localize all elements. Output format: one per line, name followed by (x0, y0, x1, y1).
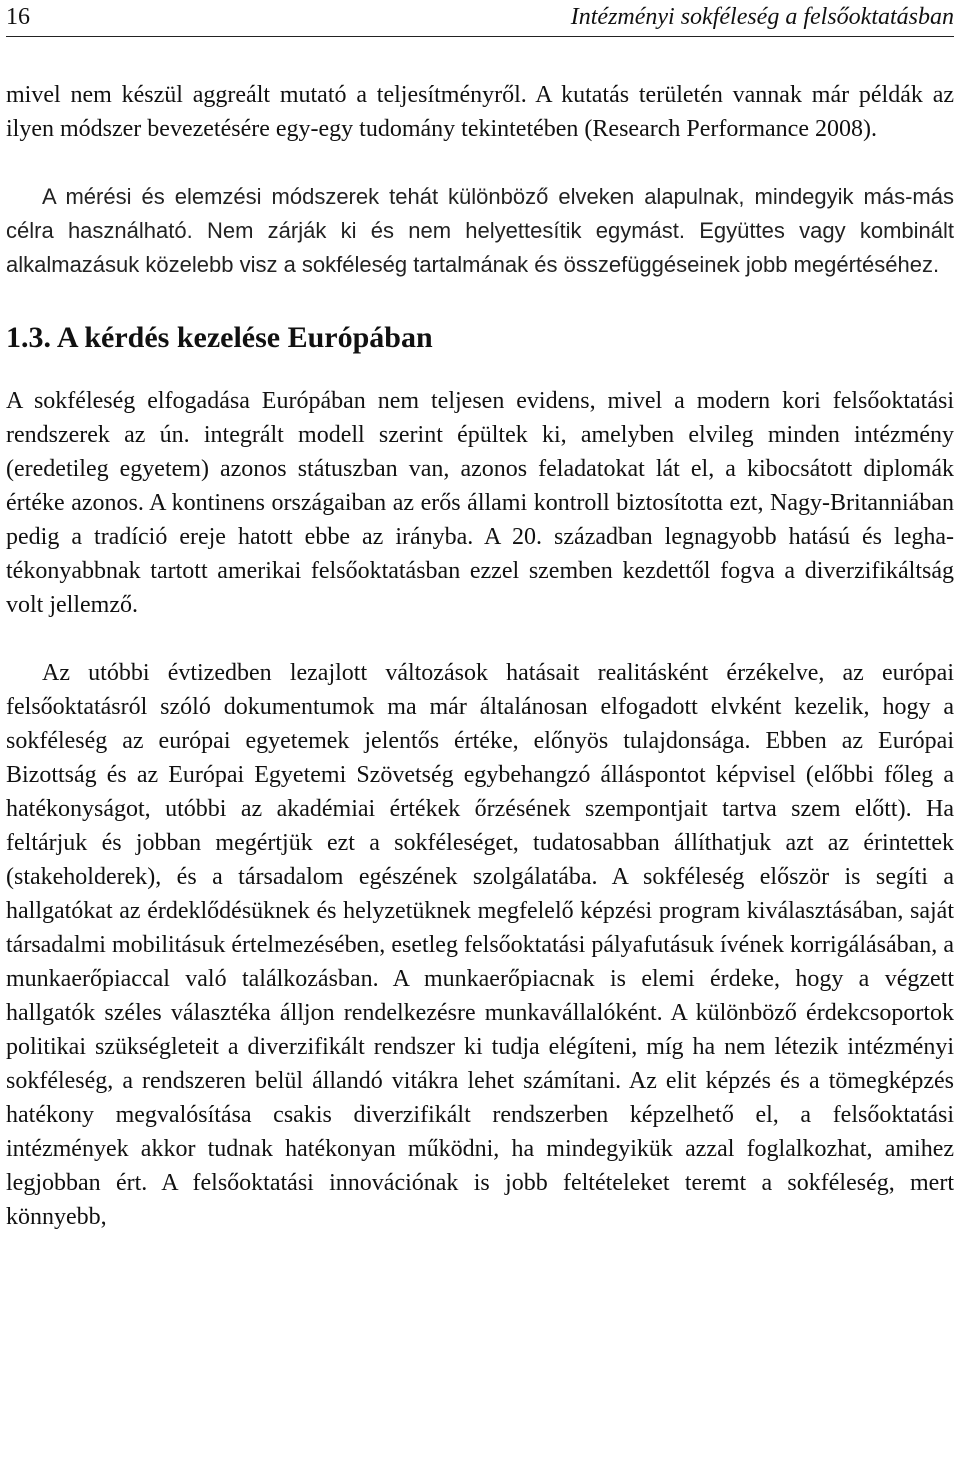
page-number: 16 (6, 4, 30, 30)
section-heading: 1.3. A kérdés kezelése Európában (6, 321, 433, 354)
page-body (6, 78, 954, 1234)
paragraph-3: A sokféleség elfogadása Európában nem teljesen evidens, mivel a modern kori felsőoktatási rendszerek az ún. integrált modell szerint épültek ki, amelyben elvileg minden intézmény (eredetileg egyetem) azonos státuszban van, azonos feladatokat lát el, a kibocsátott diplomák értéke azonos. A kontinens országaiban az erős állami kontroll biztosította ezt, Nagy-Britanniában pedig a tradíció ereje hatott ebbe az irányba. A 20. században legnagyobb hatású és leghatékonyabbnak tartott amerikai felsőoktatásban ezzel szemben kezdettől fogva a diverzifikáltság volt jellemző. (6, 388, 954, 618)
paragraph-1: mivel nem készül aggreált mutató a teljesítményről. A kutatás területén vannak már példák az ilyen módszer bevezetésére egy-egy tudomány tekintetében (Research Performance 2008). (6, 82, 954, 142)
paragraph-2: A mérési és elemzési módszerek tehát különböző elveken alapulnak, mindegyik más-más célra használható. Nem zárják ki és nem helyettesítik egymást. Együttes vagy kombinált alkalmazásuk közelebb visz a sokféleség tartalmának és összefüggéseinek jobb megértéséhez. (6, 184, 954, 277)
paragraph-4: Az utóbbi évtizedben lezajlott változások hatásait realitásként érzékelve, az európai felsőoktatásról szóló dokumentumok ma már általánosan elfogadott elvként kezelik, hogy a sokféleség az európai egyetemek jelentős értéke, előnyös tulajdonsága. Ebben az Európai Bizottság és az Európai Egyetemi Szövetség egybehangzó álláspontot képvisel (előbbi főleg a hatékonyságot, utóbbi az akadémiai értékek őrzésének szempontjait tartva szem előtt). Ha feltárjuk és jobban megértjük ezt a sokféleséget, tudatosabban állíthatjuk azt az érintettek (stakeholderek), és a társadalom egészének szolgálatába. A sokféleség először is segíti a hallgatókat az érdeklődésüknek és helyzetüknek megfelelő képzési program kiválasztásában, saját társadalmi mobilitásuk értelmezésében, esetleg felsőoktatási pályafutásuk ívének korrigálásában, a munkaerőpiaccal való találkozásban. A munkaerőpiacnak is elemi érdeke, hogy a végzett hallgatók széles választéka álljon rendelkezésre munkavállalóként. A különböző érdekcsoportok politikai szükségleteit a diverzifikált rendszer ki tudja elégíteni, míg ha nem létezik intézményi sokféleség, a rendszeren belül állandó vitákra lehet számítani. Az elit képzés és a tömegképzés hatékony megvalósítása csakis diverzifikált rendszerben képzelhető el, a felsőoktatási intézmények akkor tudnak hatékonyan működni, ha mindegyikük azzal foglalkozhat, amihez legjobban ért. A felsőoktatási innovációnak is jobb feltételeket teremt a sokféleség, mert könnyebb, (6, 660, 954, 1230)
running-title: Intézményi sokféleség a felsőoktatásban (570, 4, 954, 30)
running-header (6, 0, 954, 37)
